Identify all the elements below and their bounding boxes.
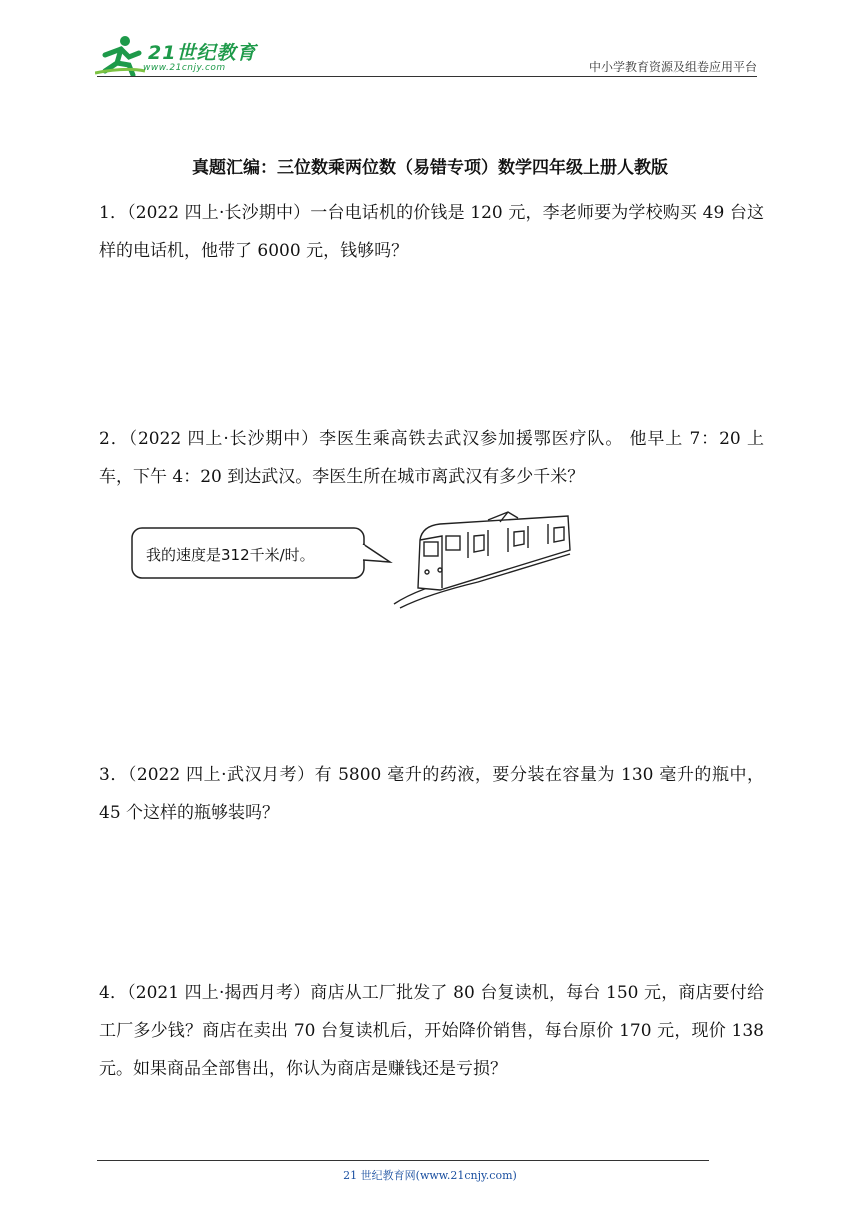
page-title: 真题汇编：三位数乘两位数（易错专项）数学四年级上册人教版 [192, 158, 668, 178]
logo-text: 21世纪教育 [148, 42, 257, 64]
train-icon [394, 512, 570, 608]
header-platform-label: 中小学教育资源及组卷应用平台 [588, 60, 757, 74]
footer-divider [97, 1160, 709, 1161]
question-2: 2．（2022 四上·长沙期中）李医生乘高铁去武汉参加援鄂医疗队。 他早上 7：20 上车，下午 4：20 到达武汉。李医生所在城市离武汉有多少千米？ [99, 429, 764, 487]
question-4: 4．（2021 四上·揭西月考）商店从工厂批发了 80 台复读机，每台 150 元，商店要付给工厂多少钱？商店在卖出 70 台复读机后，开始降价销售，每台原价 170 元，现价 138 元。如果商品全部售出，你认为商店是赚钱还是亏损？ [99, 983, 764, 1079]
train-illustration [128, 510, 578, 610]
question-1: 1．（2022 四上·长沙期中）一台电话机的价钱是 120 元，李老师要为学校购买 49 台这样的电话机，他带了 6000 元，钱够吗？ [99, 203, 764, 261]
logo-url: www.21cnjy.com [143, 63, 226, 73]
footer-link[interactable]: 21 世纪教育网(www.21cnjy.com) [343, 1169, 517, 1182]
question-3: 3．（2022 四上·武汉月考）有 5800 毫升的药液，要分装在容量为 130 毫升的瓶中，45 个这样的瓶够装吗？ [99, 765, 764, 823]
header-divider [97, 76, 757, 77]
speech-bubble-text: 我的速度是312千米/时。 [146, 546, 315, 564]
speech-bubble [132, 528, 390, 578]
